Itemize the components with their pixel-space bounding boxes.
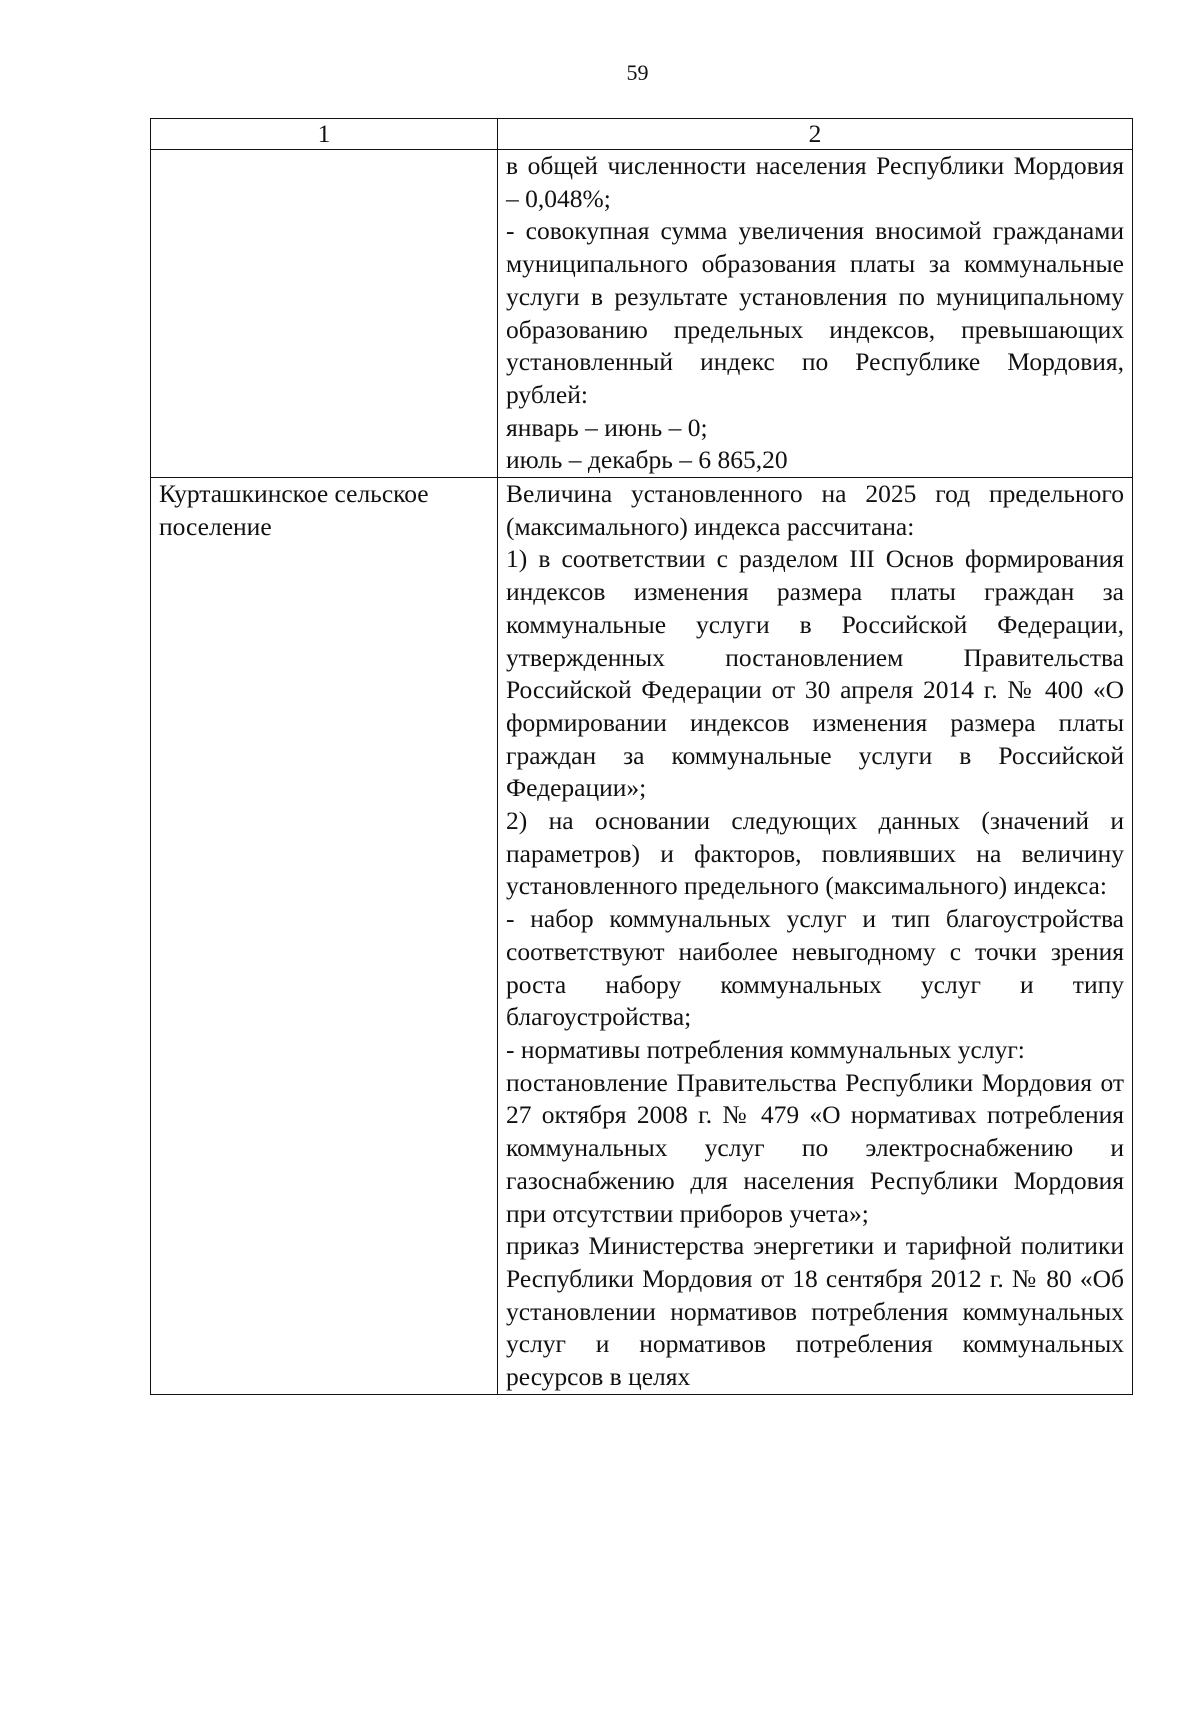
paragraph: постановление Правительства Республики Мордовия от 27 октября 2008 г. № 479 «О нормативах потребления коммунальных услуг по электроснабжению и газоснабжению для населения Республики Мордовия при отсутствии приборов учета»; bbox=[506, 1067, 1124, 1228]
table-cell-right bbox=[498, 150, 1133, 478]
municipality-name: Курташкинское сельское поселение bbox=[159, 479, 429, 541]
table-cell-left bbox=[151, 478, 498, 1395]
paragraph: Величина установленного на 2025 год предельного (максимального) индекса рассчитана: bbox=[506, 479, 1124, 541]
table-row bbox=[151, 478, 1133, 1395]
column-header-1: 1 bbox=[151, 119, 498, 150]
paragraph: приказ Министерства энергетики и тарифной политики Республики Мордовия от 18 сентября 2012 г. № 80 «Об установлении нормативов потребления коммунальных услуг и нормативов потребления коммунальных ресурсов в целях bbox=[506, 1231, 1124, 1392]
table-cell-right bbox=[498, 478, 1133, 1395]
paragraph: июль – декабрь – 6 865,20 bbox=[506, 445, 788, 475]
page-number: 59 bbox=[626, 60, 649, 85]
paragraph: 2) на основании следующих данных (значений и параметров) и факторов, повлиявших на величину установленного предельного (максимального) индекса: bbox=[506, 806, 1124, 901]
document-table bbox=[150, 118, 1133, 1395]
table-cell-left bbox=[151, 150, 498, 478]
table-header-row bbox=[151, 119, 1133, 150]
paragraph: 1) в соответствии с разделом III Основ формирования индексов изменения размера платы граждан за коммунальные услуги в Российской Федерации, утвержденных постановлением Правительства Российской Федерации от 30 апреля 2014 г. № 400 «О формировании индексов изменения размера платы граждан за коммунальные услуги в Российской Федерации»; bbox=[506, 544, 1124, 803]
paragraph: - нормативы потребления коммунальных услуг: bbox=[506, 1034, 1025, 1064]
paragraph: - совокупная сумма увеличения вносимой гражданами муниципального образования платы за коммунальные услуги в результате установления по муниципальному образованию предельных индексов, превышающих установленный индекс по Республике Мордовия, рублей: bbox=[506, 216, 1124, 409]
table-row bbox=[151, 150, 1133, 478]
paragraph: январь – июнь – 0; bbox=[506, 412, 708, 442]
paragraph: - набор коммунальных услуг и тип благоустройства соответствуют наиболее невыгодному с точки зрения роста набору коммунальных услуг и типу благоустройства; bbox=[506, 904, 1124, 1032]
column-header-2: 2 bbox=[498, 119, 1133, 150]
paragraph: в общей численности населения Республики Мордовия – 0,048%; bbox=[506, 151, 1124, 213]
